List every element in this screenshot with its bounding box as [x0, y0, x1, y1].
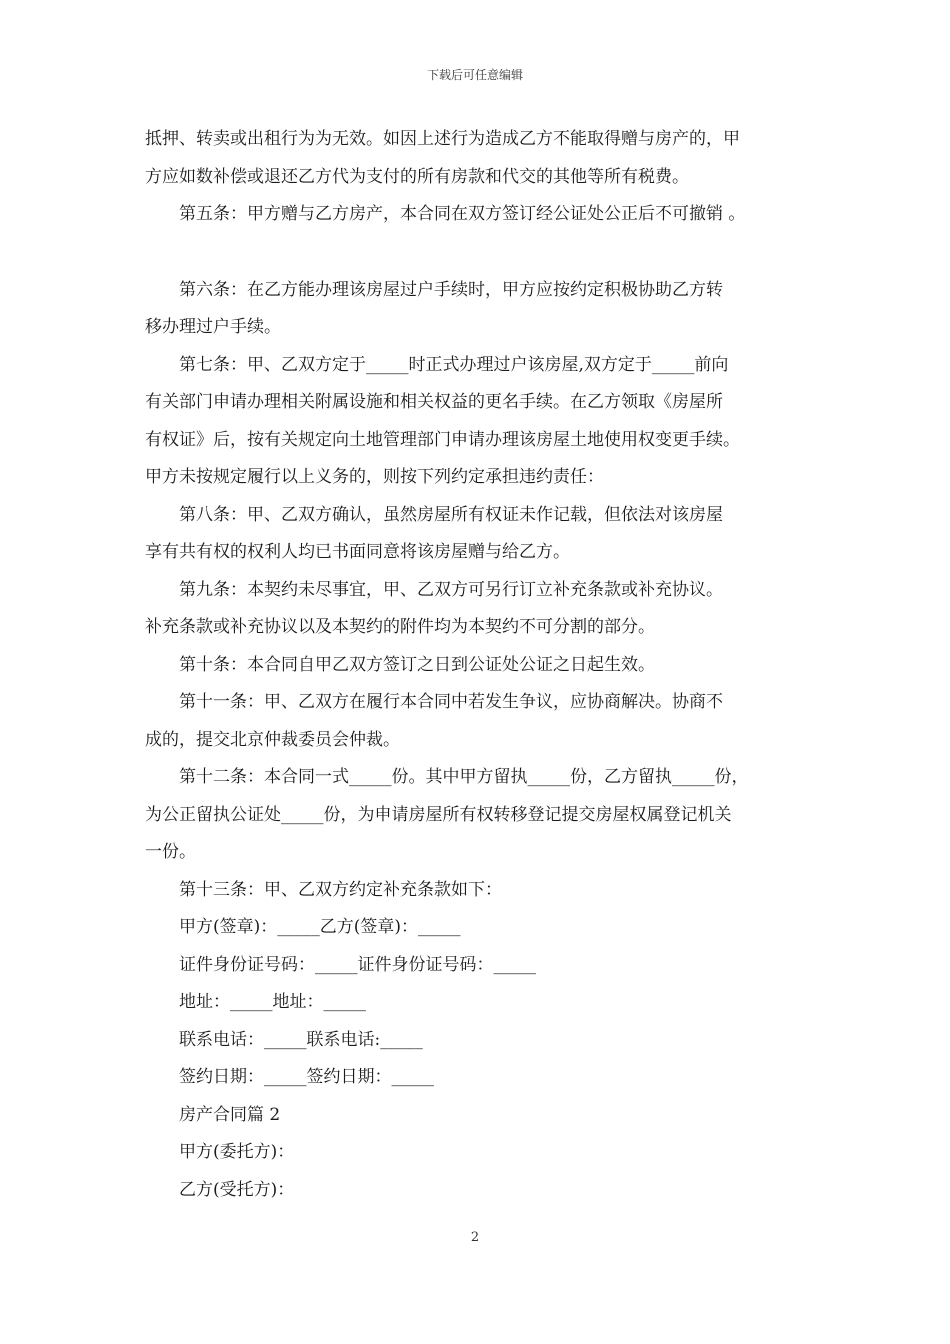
text-line: 第十二条：本合同一式_____份。其中甲方留执_____份，乙方留执_____份，	[145, 767, 749, 787]
section-title: 房产合同篇 2	[145, 1104, 281, 1125]
text-line: 成的，提交北京仲裁委员会仲裁。	[145, 729, 400, 750]
text-line: 第六条：在乙方能办理该房屋过户手续时，甲方应按约定积极协助乙方转	[145, 279, 723, 300]
text-line: 有关部门申请办理相关附属设施和相关权益的更名手续。在乙方领取《房屋所	[145, 392, 723, 412]
text-line: 联系电话：_____联系电话:_____	[145, 1029, 423, 1050]
text-line: 甲方(委托方)：	[145, 1142, 295, 1162]
text-line: 乙方(受托方)：	[145, 1179, 295, 1200]
text-line: 第十条：本合同自甲乙双方签订之日到公证处公证之日起生效。	[145, 654, 655, 675]
text-line: 第五条：甲方赠与乙方房产，本合同在双方签订经公证处公正后不可撤销 。	[145, 204, 746, 224]
page-header: 下载后可任意编辑	[426, 68, 523, 82]
text-line: 移办理过户手续。	[145, 317, 281, 337]
text-line: 补充条款或补充协议以及本契约的附件均为本契约不可分割的部分。	[145, 617, 655, 637]
text-line: 第十一条：甲、乙双方在履行本合同中若发生争议，应协商解决。协商不	[145, 692, 723, 712]
text-line: 享有共有权的权利人均已书面同意将该房屋赠与给乙方。	[145, 542, 570, 562]
document-body	[145, 121, 810, 1209]
text-line: 一份。	[145, 842, 196, 862]
text-line: 抵押、转卖或出租行为为无效。如因上述行为造成乙方不能取得赠与房产的，甲	[145, 129, 740, 149]
text-line: 第八条：甲、乙双方确认，虽然房屋所有权证未作记载，但依法对该房屋	[145, 504, 723, 525]
text-line: 方应如数补偿或退还乙方代为支付的所有房款和代交的其他等所有税费。	[145, 166, 689, 187]
text-line: 证件身份证号码：_____证件身份证号码：_____	[145, 954, 536, 975]
blank-line	[145, 234, 810, 272]
text-line: 第七条：甲、乙双方定于_____时正式办理过户该房屋,双方定于_____前向	[145, 354, 729, 375]
text-line: 地址：_____地址：_____	[145, 992, 366, 1012]
text-line: 甲方(签章)：_____乙方(签章)：_____	[145, 917, 461, 937]
text-line: 第十三条：甲、乙双方约定补充条款如下：	[145, 879, 502, 900]
text-line: 签约日期：_____签约日期：_____	[145, 1067, 434, 1087]
text-line: 第九条：本契约未尽事宜，甲、乙双方可另行订立补充条款或补充协议。	[145, 579, 723, 600]
page-number: 2	[470, 1230, 480, 1245]
text-line: 有权证》后，按有关规定向土地管理部门申请办理该房屋土地使用权变更手续。	[145, 429, 740, 450]
text-line: 甲方未按规定履行以上义务的，则按下列约定承担违约责任：	[145, 467, 604, 487]
text-line: 为公正留执公证处_____份，为申请房屋所有权转移登记提交房屋权属登记机关	[145, 804, 732, 825]
